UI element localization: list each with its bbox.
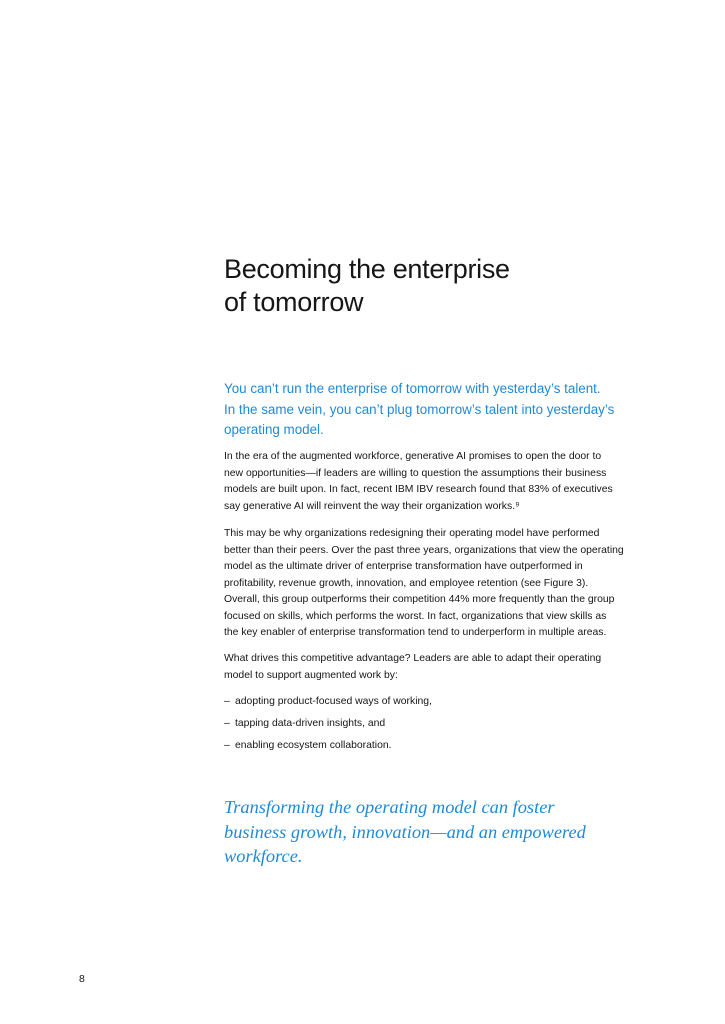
lead-line: operating model. — [224, 422, 324, 437]
dash-bullet: – — [224, 696, 230, 707]
body-line: This may be why organizations redesigning their operating model have performed — [224, 528, 600, 539]
list-item-text: tapping data-driven insights, and — [235, 718, 386, 729]
body-line: profitability, revenue growth, innovation, and employee retention (see Figure 3). — [224, 577, 589, 589]
body-line: new opportunities—if leaders are willing to question the assumptions their business — [224, 467, 607, 479]
list-item — [224, 716, 664, 733]
body-line: In the era of the augmented workforce, generative AI promises to open the door to — [224, 451, 602, 462]
body-line: Overall, this group outperforms their competition 44% more frequently than the group — [224, 594, 615, 605]
page-number: 8 — [79, 974, 85, 985]
bullet-list — [224, 694, 664, 760]
lead-paragraph — [224, 379, 664, 441]
body-line: say generative AI will reinvent the way their organization works.⁹ — [224, 500, 520, 512]
body-paragraph-1 — [224, 449, 664, 515]
lead-line: In the same vein, you can’t plug tomorrow’s talent into yesterday’s — [224, 401, 615, 417]
page-title-line: of tomorrow — [224, 287, 364, 317]
dash-bullet: – — [224, 718, 230, 729]
pull-quote — [224, 795, 664, 869]
pull-quote-line: business growth, innovation—and an empowered — [224, 821, 586, 842]
lead-line: You can’t run the enterprise of tomorrow with yesterday’s talent. — [224, 381, 601, 396]
body-line: the key enabler of enterprise transformation tend to underperform in multiple areas. — [224, 627, 607, 638]
body-line: better than their peers. Over the past three years, organizations that view the operating — [224, 544, 624, 556]
list-item-text: adopting product-focused ways of working, — [235, 696, 432, 707]
list-item — [224, 738, 664, 755]
dash-bullet: – — [224, 740, 230, 751]
body-paragraph-3 — [224, 651, 664, 684]
list-item — [224, 694, 664, 711]
body-line: model to support augmented work by: — [224, 669, 398, 681]
body-paragraph-2 — [224, 526, 664, 642]
body-line: What drives this competitive advantage? Leaders are able to adapt their operating — [224, 653, 602, 664]
pull-quote-line: workforce. — [224, 846, 303, 866]
body-line: model as the ultimate driver of enterprise transformation have outperformed in — [224, 561, 583, 572]
list-item-text: enabling ecosystem collaboration. — [235, 740, 392, 751]
page-title — [224, 253, 664, 319]
body-line: models are built upon. In fact, recent IBM IBV research found that 83% of executives — [224, 484, 613, 495]
pull-quote-line: Transforming the operating model can foster — [224, 797, 555, 817]
page-title-line: Becoming the enterprise — [224, 254, 510, 284]
body-line: focused on skills, which performs the worst. In fact, organizations that view skills as — [224, 610, 607, 622]
